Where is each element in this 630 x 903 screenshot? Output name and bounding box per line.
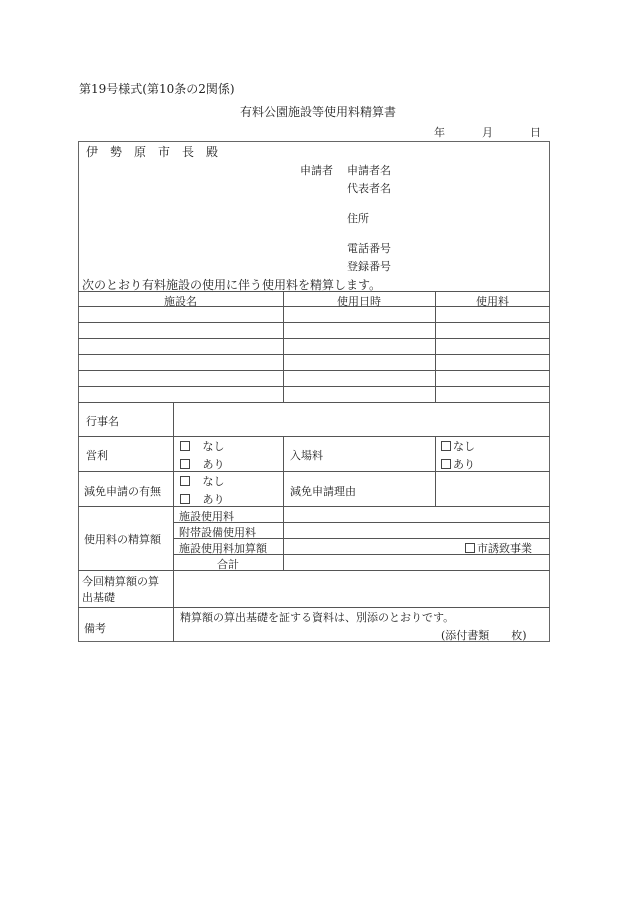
equipment-fee-label: 附帯設備使用料 [179,526,256,539]
usage-rows[interactable] [79,307,549,401]
page-title: 有料公園施設等使用料精算書 [240,105,397,119]
exemption-reason-label: 減免申請理由 [290,485,356,498]
date-year[interactable]: 年 [434,126,445,139]
equipment-fee-field[interactable] [285,523,549,537]
checkbox-icon[interactable] [465,543,475,553]
event-name-field[interactable] [175,404,549,435]
admission-option-yes[interactable]: あり [441,456,475,472]
registration-number-label[interactable]: 登録番号 [347,260,391,273]
basis-field[interactable] [175,572,549,606]
facility-fee-field[interactable] [285,507,549,521]
profit-option-none[interactable]: なし [180,438,225,454]
exemption-reason-field[interactable] [437,473,549,505]
form-number: 第19号様式(第10条の2関係) [79,82,235,96]
admission-option-none[interactable]: なし [441,438,475,454]
surcharge-field[interactable] [285,539,455,553]
facility-fee-label: 施設使用料 [179,510,234,523]
profit-label: 営利 [86,449,108,462]
exemption-option-yes[interactable]: あり [180,491,225,507]
attachments-count[interactable]: (添付書類 枚) [441,629,527,642]
exemption-label: 減免申請の有無 [84,485,161,498]
basis-label-line2: 出基礎 [82,591,115,604]
exemption-option-none[interactable]: なし [180,473,225,489]
header-usage-fee: 使用料 [476,295,509,308]
city-invited-option[interactable]: 市誘致事業 [465,540,532,556]
address-label[interactable]: 住所 [347,212,369,225]
header-usage-datetime: 使用日時 [337,295,381,308]
applicant-name-label[interactable]: 申請者名 [347,164,391,177]
checkbox-icon[interactable] [180,476,190,486]
date-month[interactable]: 月 [482,126,493,139]
remarks-label: 備考 [84,622,106,635]
total-field[interactable] [285,555,549,569]
checkbox-icon[interactable] [180,441,190,451]
profit-option-yes[interactable]: あり [180,456,225,472]
addressee: 伊 勢 原 市 長 殿 [86,145,219,159]
date-day[interactable]: 日 [530,126,541,139]
representative-name-label[interactable]: 代表者名 [347,182,391,195]
statement: 次のとおり有料施設の使用に伴う使用料を精算します。 [82,278,382,292]
remarks-text: 精算額の算出基礎を証する資料は、別添のとおりです。 [180,611,455,624]
basis-label-line1: 今回精算額の算 [82,575,159,588]
event-name-label: 行事名 [86,415,119,428]
total-label: 合計 [217,558,239,571]
settlement-label: 使用料の精算額 [84,533,161,546]
checkbox-icon[interactable] [180,494,190,504]
admission-label: 入場料 [290,449,323,462]
checkbox-icon[interactable] [441,459,451,469]
checkbox-icon[interactable] [180,459,190,469]
surcharge-label: 施設使用料加算額 [179,542,267,555]
phone-label[interactable]: 電話番号 [347,242,391,255]
header-facility-name: 施設名 [164,295,197,308]
checkbox-icon[interactable] [441,441,451,451]
applicant-label: 申請者 [300,164,333,177]
